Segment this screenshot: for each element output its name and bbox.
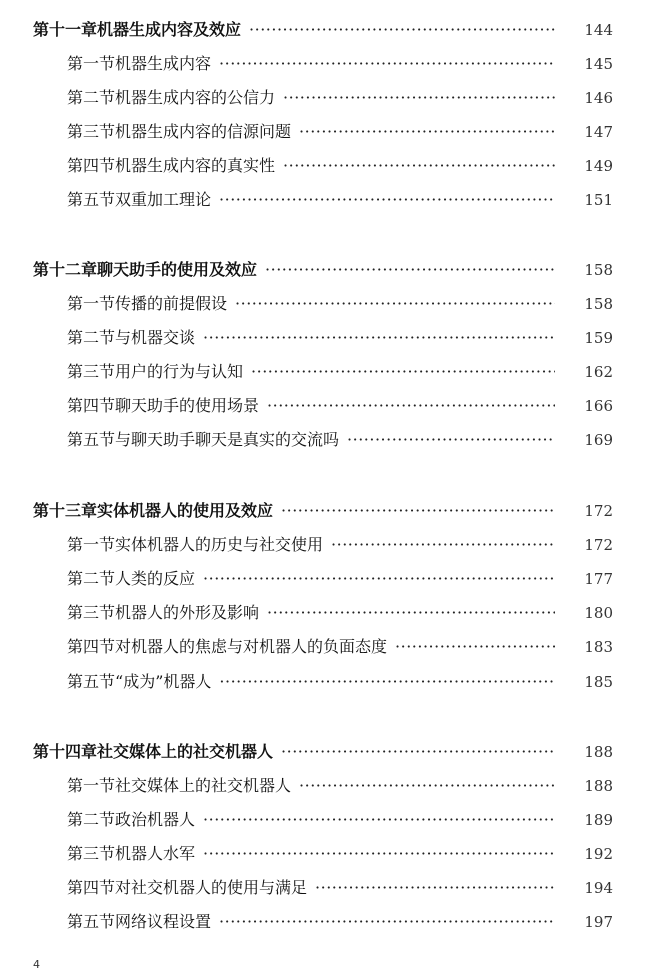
section-entry[interactable] xyxy=(0,840,668,868)
dot-leader xyxy=(219,50,555,78)
section-title: 机器人水军 xyxy=(115,844,196,863)
section-entry[interactable] xyxy=(0,426,668,454)
section-number: 第五节 xyxy=(67,430,116,449)
section-number: 第一节 xyxy=(67,535,116,554)
chapter-entry[interactable] xyxy=(0,497,668,525)
dot-leader xyxy=(203,324,555,352)
section-entry[interactable] xyxy=(0,186,668,214)
section-number: 第三节 xyxy=(67,122,116,141)
chapter-entry[interactable] xyxy=(0,256,668,284)
dot-leader xyxy=(347,426,555,454)
dot-leader xyxy=(235,290,555,318)
section-title: 机器生成内容的公信力 xyxy=(115,88,276,107)
dot-leader xyxy=(203,840,555,868)
section-number: 第一节 xyxy=(67,776,116,795)
chapter-entry[interactable] xyxy=(0,738,668,766)
section-number: 第四节 xyxy=(67,878,116,897)
section-title: 双重加工理论 xyxy=(115,190,212,209)
page-number: 172 xyxy=(584,536,613,554)
section-title: 机器生成内容 xyxy=(115,54,212,73)
chapter-number: 第十四章 xyxy=(33,742,98,761)
section-entry[interactable] xyxy=(0,290,668,318)
section-number: 第三节 xyxy=(67,603,116,622)
page-number: 166 xyxy=(584,397,613,415)
section-number: 第二节 xyxy=(67,328,116,347)
dot-leader xyxy=(203,565,555,593)
section-number: 第一节 xyxy=(67,54,116,73)
footer-page-number: 4 xyxy=(33,958,40,971)
chapter-number: 第十三章 xyxy=(33,501,98,520)
dot-leader xyxy=(219,186,555,214)
section-title: 人类的反应 xyxy=(115,569,196,588)
section-entry[interactable] xyxy=(0,599,668,627)
dot-leader xyxy=(315,874,555,902)
section-entry[interactable] xyxy=(0,50,668,78)
chapter-title: 实体机器人的使用及效应 xyxy=(97,501,274,520)
chapter-entry[interactable] xyxy=(0,16,668,44)
section-entry[interactable] xyxy=(0,565,668,593)
section-entry[interactable] xyxy=(0,152,668,180)
page-number: 159 xyxy=(584,329,613,347)
section-title: 与聊天助手聊天是真实的交流吗 xyxy=(115,430,340,449)
section-entry[interactable] xyxy=(0,324,668,352)
page-number: 194 xyxy=(584,879,613,897)
section-number: 第四节 xyxy=(67,156,116,175)
dot-leader xyxy=(219,908,555,936)
chapter-title: 社交媒体上的社交机器人 xyxy=(97,742,274,761)
section-title: 对社交机器人的使用与满足 xyxy=(115,878,308,897)
section-entry[interactable] xyxy=(0,633,668,661)
dot-leader xyxy=(267,392,555,420)
section-number: 第五节 xyxy=(67,190,116,209)
section-number: 第二节 xyxy=(67,810,116,829)
dot-leader xyxy=(203,806,555,834)
chapter-title: 机器生成内容及效应 xyxy=(97,20,242,39)
dot-leader xyxy=(283,152,555,180)
section-entry[interactable] xyxy=(0,908,668,936)
dot-leader xyxy=(267,599,555,627)
dot-leader xyxy=(249,16,555,44)
section-number: 第三节 xyxy=(67,362,116,381)
section-title: 政治机器人 xyxy=(115,810,196,829)
section-number: 第四节 xyxy=(67,637,116,656)
page-number: 189 xyxy=(584,811,613,829)
section-number: 第三节 xyxy=(67,844,116,863)
chapter-number: 第十二章 xyxy=(33,260,98,279)
section-title: 与机器交谈 xyxy=(115,328,196,347)
section-title: “成为”机器人 xyxy=(115,672,212,691)
chapter-title: 聊天助手的使用及效应 xyxy=(97,260,258,279)
dot-leader xyxy=(299,772,555,800)
page-number: 147 xyxy=(584,123,613,141)
section-number: 第五节 xyxy=(67,672,116,691)
dot-leader xyxy=(281,738,555,766)
section-entry[interactable] xyxy=(0,531,668,559)
page-number: 188 xyxy=(584,743,613,761)
section-title: 网络议程设置 xyxy=(115,912,212,931)
dot-leader xyxy=(331,531,555,559)
dot-leader xyxy=(395,633,555,661)
chapter-number: 第十一章 xyxy=(33,20,98,39)
section-entry[interactable] xyxy=(0,806,668,834)
section-number: 第二节 xyxy=(67,569,116,588)
section-entry[interactable] xyxy=(0,118,668,146)
section-title: 实体机器人的历史与社交使用 xyxy=(115,535,324,554)
page-number: 185 xyxy=(584,673,613,691)
section-title: 机器生成内容的真实性 xyxy=(115,156,276,175)
section-entry[interactable] xyxy=(0,772,668,800)
section-number: 第五节 xyxy=(67,912,116,931)
page-number: 146 xyxy=(584,89,613,107)
dot-leader xyxy=(283,84,555,112)
section-entry[interactable] xyxy=(0,358,668,386)
page-number: 158 xyxy=(584,261,613,279)
section-title: 传播的前提假设 xyxy=(115,294,228,313)
page-number: 144 xyxy=(584,21,613,39)
page-number: 197 xyxy=(584,913,613,931)
page-number: 180 xyxy=(584,604,613,622)
section-title: 用户的行为与认知 xyxy=(115,362,244,381)
page-number: 145 xyxy=(584,55,613,73)
dot-leader xyxy=(281,497,555,525)
page-number: 149 xyxy=(584,157,613,175)
section-title: 聊天助手的使用场景 xyxy=(115,396,260,415)
page-number: 192 xyxy=(584,845,613,863)
section-entry[interactable] xyxy=(0,84,668,112)
section-title: 对机器人的焦虑与对机器人的负面态度 xyxy=(115,637,388,656)
page-number: 183 xyxy=(584,638,613,656)
section-entry[interactable] xyxy=(0,668,668,696)
section-title: 机器生成内容的信源问题 xyxy=(115,122,292,141)
section-title: 社交媒体上的社交机器人 xyxy=(115,776,292,795)
section-entry[interactable] xyxy=(0,874,668,902)
page-number: 162 xyxy=(584,363,613,381)
page-number: 172 xyxy=(584,502,613,520)
dot-leader xyxy=(251,358,555,386)
section-number: 第一节 xyxy=(67,294,116,313)
page-number: 151 xyxy=(584,191,613,209)
page-number: 169 xyxy=(584,431,613,449)
dot-leader xyxy=(219,668,555,696)
section-number: 第二节 xyxy=(67,88,116,107)
section-title: 机器人的外形及影响 xyxy=(115,603,260,622)
page-number: 188 xyxy=(584,777,613,795)
page-number: 158 xyxy=(584,295,613,313)
dot-leader xyxy=(265,256,555,284)
section-entry[interactable] xyxy=(0,392,668,420)
dot-leader xyxy=(299,118,555,146)
section-number: 第四节 xyxy=(67,396,116,415)
page-number: 177 xyxy=(584,570,613,588)
